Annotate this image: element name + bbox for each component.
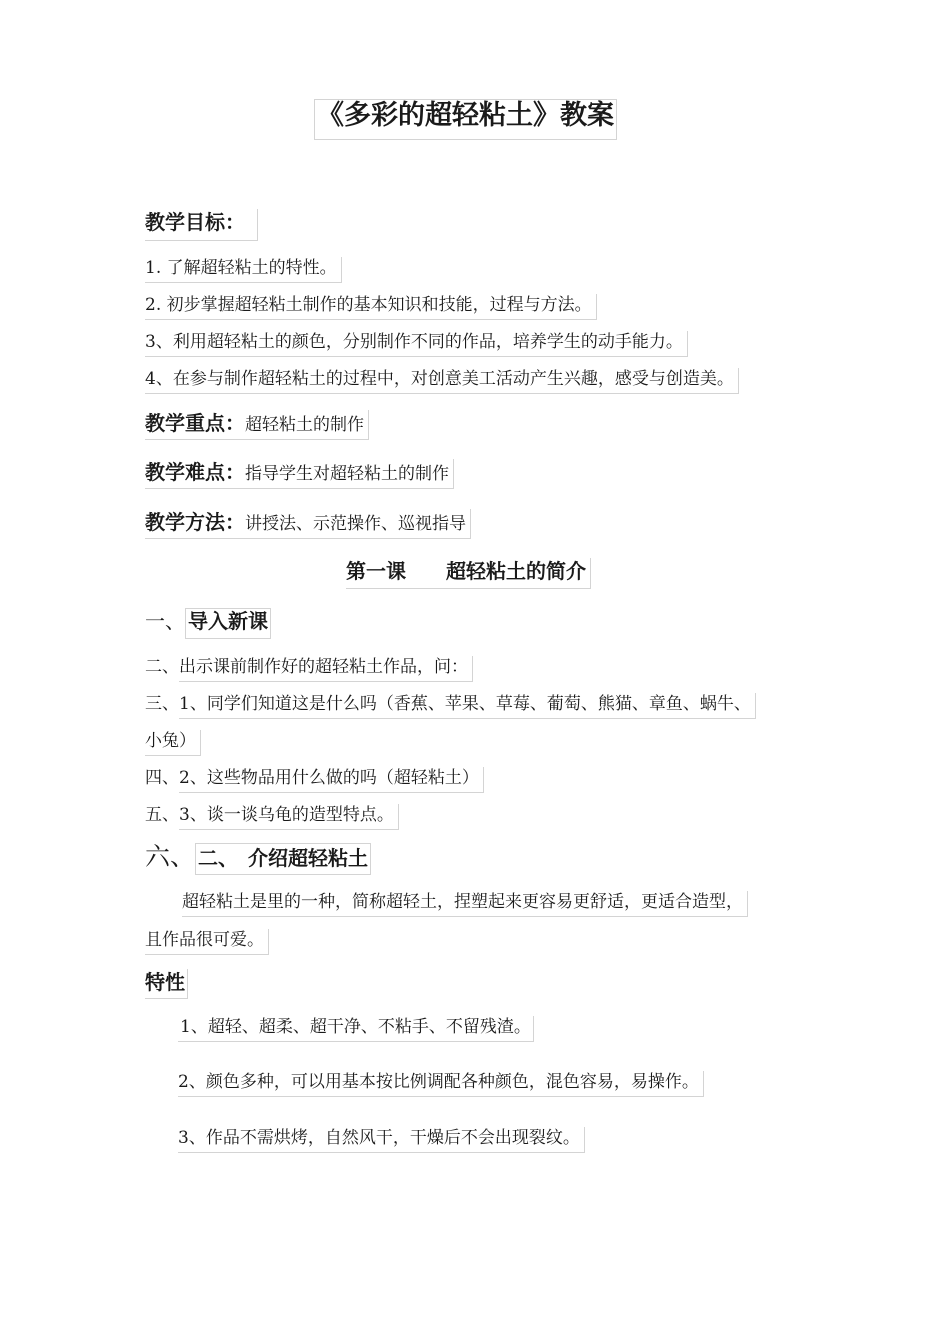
- difficulty-box: [145, 459, 454, 489]
- method-box: [145, 509, 471, 539]
- property-item-text: 2、颜色多种，可以用基本按比例调配各种颜色，混色容易，易操作。: [178, 1071, 704, 1097]
- step-text: 1、同学们知道这是什么吗（香蕉、苹果、草莓、葡萄、熊猫、章鱼、蜗牛、: [179, 693, 756, 719]
- document-title: 《多彩的超轻粘土》教案: [314, 99, 617, 140]
- step-row: [145, 656, 473, 682]
- intro-line2: 且作品很可爱。: [145, 929, 269, 955]
- objective-item: [145, 368, 739, 394]
- objective-item-text: 2. 初步掌握超轻粘土制作的基本知识和技能，过程与方法。: [145, 294, 597, 320]
- lesson-title: 第一课 超轻粘土的简介: [346, 558, 591, 589]
- method-value: 讲授法、示范操作、巡视指导: [245, 514, 466, 534]
- step-prefix: 五、: [145, 805, 179, 825]
- objective-item-text: 4、在参与制作超轻粘土的过程中，对创意美工活动产生兴趣，感受与创造美。: [145, 368, 739, 394]
- key-point-value: 超轻粘土的制作: [245, 415, 364, 435]
- objective-item-text: 3、利用超轻粘土的颜色，分别制作不同的作品，培养学生的动手能力。: [145, 331, 688, 357]
- lesson-title-row: [346, 558, 591, 589]
- document-title-row: [314, 99, 617, 140]
- difficulty-row: [145, 459, 454, 489]
- intro-line: [182, 891, 748, 917]
- step-prefix: 三、: [145, 694, 179, 714]
- difficulty-value: 指导学生对超轻粘土的制作: [245, 464, 449, 484]
- step-text: 出示课前制作好的超轻粘土作品，问：: [179, 656, 473, 682]
- intro-line1: 超轻粘土是里的一种，简称超轻土，捏塑起来更容易更舒适，更适合造型，: [182, 891, 748, 917]
- key-point-box: [145, 410, 369, 440]
- objective-item-text: 1. 了解超轻粘土的特性。: [145, 257, 342, 283]
- intro-line: [145, 929, 269, 955]
- property-item-text: 1、超轻、超柔、超干净、不粘手、不留残渣。: [178, 1016, 534, 1042]
- property-item: [178, 1127, 585, 1153]
- objectives-heading: 教学目标：: [145, 209, 258, 241]
- method-row: [145, 509, 471, 539]
- step-text: 3、谈一谈乌龟的造型特点。: [179, 804, 399, 830]
- key-point-row: [145, 410, 369, 440]
- difficulty-label: 教学难点：: [145, 460, 245, 484]
- method-label: 教学方法：: [145, 510, 245, 534]
- step-continuation-row: [145, 730, 201, 756]
- section2-prefix: 六、: [145, 842, 196, 871]
- step-prefix: 四、: [145, 768, 179, 788]
- section1-heading: 导入新课: [185, 608, 271, 639]
- step-text: 2、这些物品用什么做的吗（超轻粘土）: [179, 767, 484, 793]
- properties-heading: 特性: [145, 969, 188, 999]
- step-prefix: 二、: [145, 657, 179, 677]
- properties-heading-row: [145, 969, 188, 999]
- property-item: [178, 1071, 704, 1097]
- property-item: [178, 1016, 534, 1042]
- step-row: [145, 693, 756, 719]
- step-row: [145, 804, 399, 830]
- objective-item: [145, 294, 597, 320]
- section2-row: [145, 843, 371, 875]
- key-point-label: 教学重点：: [145, 411, 245, 435]
- step-row: [145, 767, 484, 793]
- objective-item: [145, 331, 688, 357]
- section1-row: [145, 608, 271, 639]
- step-continuation: 小兔）: [145, 730, 201, 756]
- section1-prefix: 一、: [145, 609, 185, 633]
- property-item-text: 3、作品不需烘烤，自然风干，干燥后不会出现裂纹。: [178, 1127, 585, 1153]
- section2-heading: 二、 介绍超轻粘土: [195, 843, 371, 875]
- objectives-heading-row: [145, 209, 258, 241]
- objective-item: [145, 257, 342, 283]
